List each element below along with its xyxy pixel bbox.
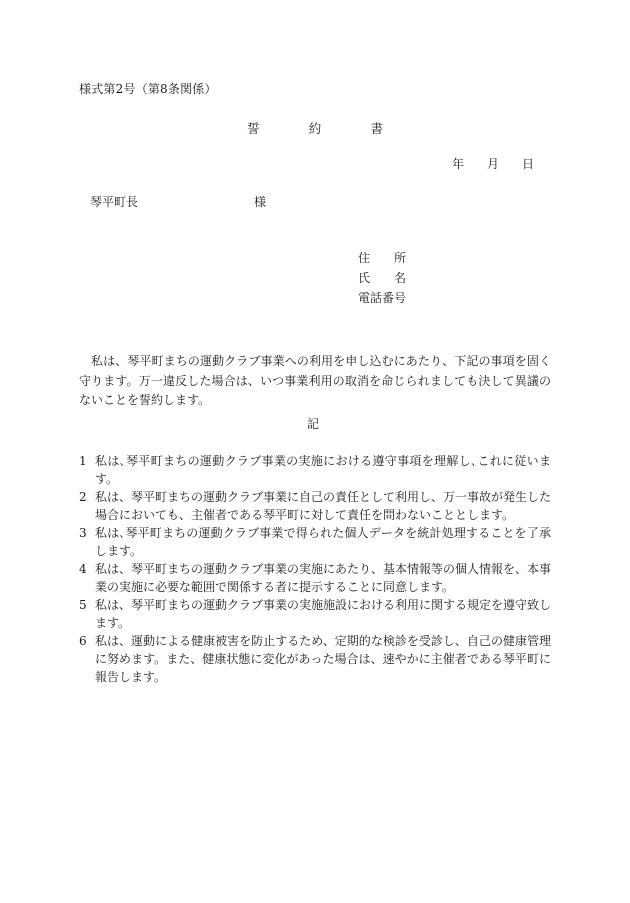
address-label: 住 所 (358, 251, 406, 265)
ki-heading: 記 (307, 417, 320, 431)
title-char: 誓 (247, 121, 260, 136)
item-number: 2 (79, 490, 87, 504)
list-item (79, 632, 551, 686)
item-text: 私は､琴平町まちの運動クラブ事業の実施における遵守事項を理解し､これに従います。 (95, 454, 551, 486)
item-number: 3 (79, 526, 87, 540)
date-day-label: 日 (521, 157, 534, 171)
title-char: 書 (370, 121, 383, 136)
list-item (79, 452, 551, 488)
list-item (79, 560, 551, 596)
form-number-label: 様式第2号（第8条関係） (79, 82, 217, 96)
list-item (79, 488, 551, 524)
list-item (79, 524, 551, 560)
item-text: 私は､琴平町まちの運動クラブ事業で得られた個人データを統計処理することを了承します。 (95, 526, 551, 558)
applicant-info (358, 248, 406, 308)
date-line (452, 155, 534, 172)
item-text: 私は、運動による健康被害を防止するため、定期的な検診を受診し、自己の健康管理に努めます。また、健康状態に変化があった場合は、速やかに主催者である琴平町に報告します。 (95, 634, 551, 684)
phone-label: 電話番号 (358, 291, 407, 305)
item-text: 私は、琴平町まちの運動クラブ事業に自己の責任として利用し、万一事故が発生した場合においても、主催者である琴平町に対して責任を問わないこととします。 (95, 490, 552, 522)
pledge-items (79, 452, 551, 686)
applicant-phone-row (358, 288, 406, 308)
date-month-label: 月 (486, 157, 499, 171)
document-title (247, 119, 383, 137)
addressee-honorific: 様 (254, 195, 267, 209)
applicant-address-row (358, 248, 406, 268)
item-text: 私は、琴平町まちの運動クラブ事業の実施施設における利用に関する規定を遵守致します。 (95, 598, 552, 630)
item-number: 1 (79, 454, 87, 468)
title-char: 約 (308, 121, 322, 136)
date-year-label: 年 (452, 157, 465, 171)
item-number: 6 (79, 634, 87, 648)
pledge-statement: 私は、琴平町まちの運動クラブ事業への利用を申し込むにあたり、下記の事項を固く守ります。万一違反した場合は、いつ事業利用の取消を命じられましても決して異議のないことを誓約します。 (79, 354, 551, 407)
applicant-name-row (358, 268, 406, 288)
item-text: 私は、琴平町まちの運動クラブ事業の実施にあたり、基本情報等の個人情報を、本事業の実施に必要な範囲で関係する者に提示することに同意します。 (95, 562, 552, 594)
name-label: 氏 名 (358, 271, 406, 285)
addressee: 琴平町長 (90, 195, 139, 209)
item-number: 5 (79, 598, 87, 612)
item-number: 4 (79, 562, 87, 576)
list-item (79, 596, 551, 632)
